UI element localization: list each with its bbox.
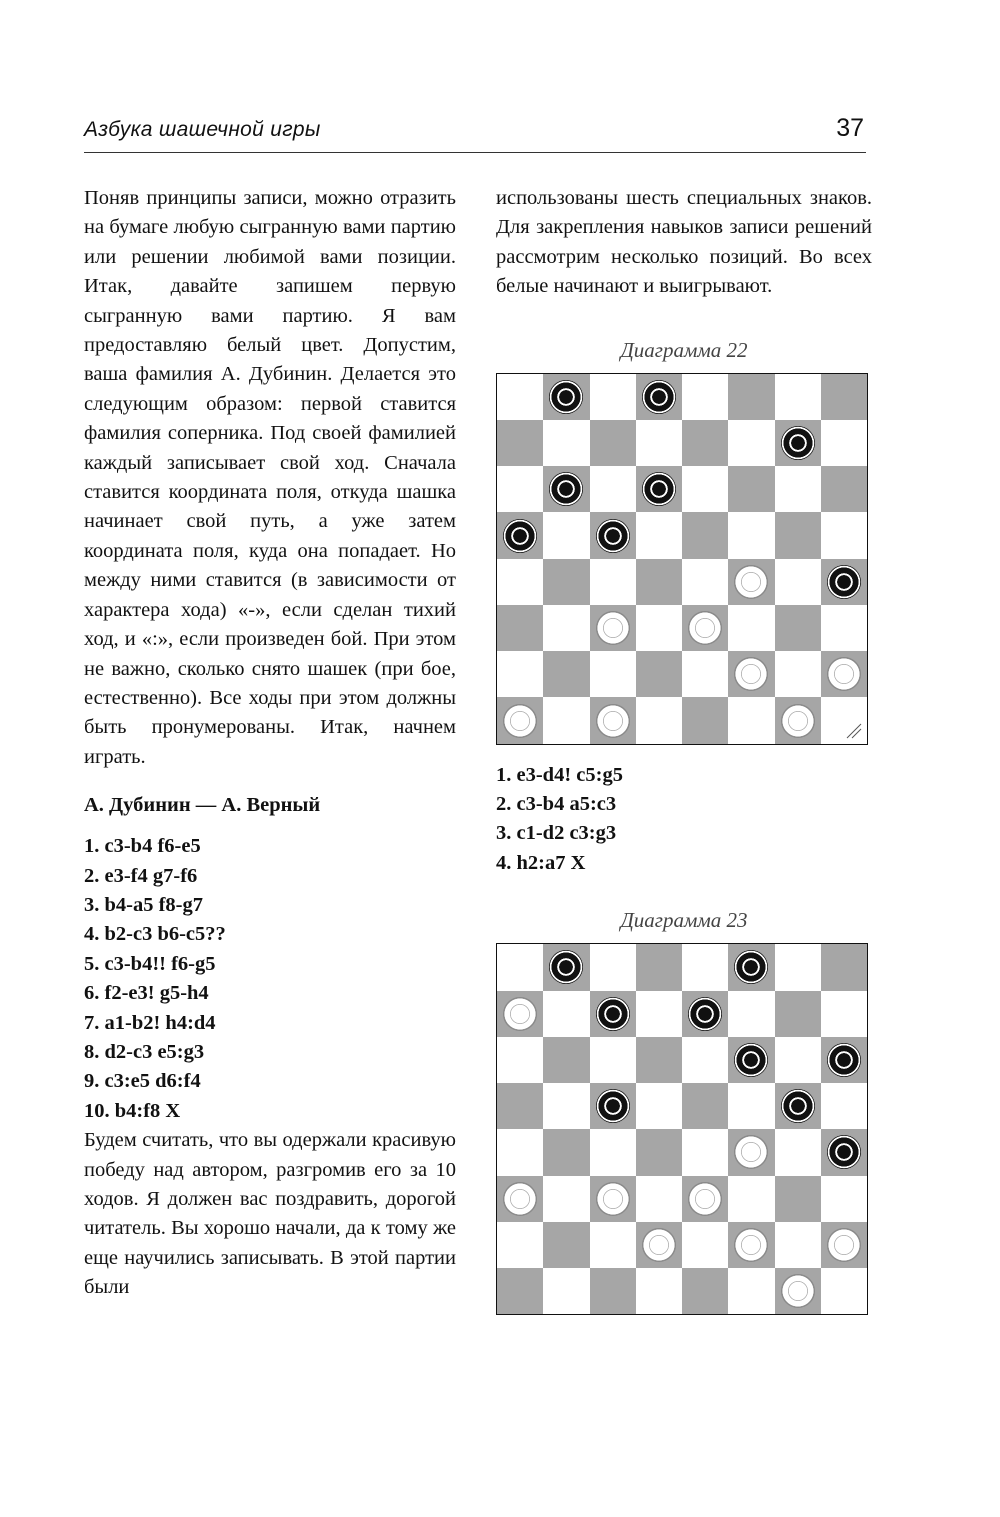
- move-line: 8. d2-c3 e5:g3: [84, 1040, 205, 1063]
- diagram-22-board: [496, 373, 868, 745]
- dark-square: [543, 1037, 589, 1083]
- diagram-22-solution: [496, 761, 872, 879]
- dark-square: [682, 1268, 728, 1314]
- white-checker-e3: [688, 611, 722, 645]
- move-line: 7. a1-b2! h4:d4: [84, 1011, 216, 1034]
- move-line: 2. e3-f4 g7-f6: [84, 864, 198, 887]
- dark-square: [636, 944, 682, 990]
- black-checker-e7: [688, 997, 722, 1031]
- dark-square: [497, 420, 543, 466]
- dark-square: [682, 697, 728, 743]
- dark-square: [497, 1083, 543, 1129]
- diagram-22-title: Диаграмма 22: [620, 337, 748, 362]
- solution-line: 3. c1-d2 c3:g3: [496, 822, 617, 845]
- white-checker-f2: [734, 1228, 768, 1262]
- black-checker-h4: [827, 1135, 861, 1169]
- white-checker-g1: [781, 704, 815, 738]
- dark-square: [775, 605, 821, 651]
- black-checker-g7: [781, 426, 815, 460]
- running-head: [84, 116, 866, 153]
- right-intro-paragraph: использованы шесть специальных знаков. Для закрепления навыков записи решений рассмотрим несколько позиций. Во всех белые начинают и выигрывают.: [496, 187, 872, 298]
- black-checker-f6: [734, 1043, 768, 1077]
- dark-square: [543, 559, 589, 605]
- white-checker-h2: [827, 657, 861, 691]
- white-checker-a1: [503, 704, 537, 738]
- move-line: 5. c3-b4!! f6-g5: [84, 952, 216, 975]
- dark-square: [497, 605, 543, 651]
- move-line: 4. b2-c3 b6-c5??: [84, 923, 226, 946]
- solution-line: 4. h2:a7 X: [496, 851, 586, 874]
- white-checker-a3: [503, 1182, 537, 1216]
- white-checker-c1: [596, 704, 630, 738]
- dark-square: [497, 1268, 543, 1314]
- move-line: 6. f2-e3! g5-h4: [84, 982, 209, 1005]
- dark-square: [636, 559, 682, 605]
- white-checker-a7: [503, 997, 537, 1031]
- diagram-23-board: [496, 943, 868, 1315]
- dark-square: [682, 420, 728, 466]
- white-checker-g1: [781, 1274, 815, 1308]
- dark-square: [775, 1176, 821, 1222]
- dark-square: [821, 374, 867, 420]
- dark-square: [590, 420, 636, 466]
- dark-square: [775, 512, 821, 558]
- black-checker-c5: [596, 1089, 630, 1123]
- black-checker-h6: [827, 1043, 861, 1077]
- white-checker-e3: [688, 1182, 722, 1216]
- dark-square: [728, 466, 774, 512]
- move-line: 3. b4-a5 f8-g7: [84, 893, 204, 916]
- solution-line: 1. e3-d4! c5:g5: [496, 763, 623, 786]
- running-title: Азбука шашечной игры: [84, 118, 321, 141]
- diagram-23-title: Диаграмма 23: [620, 908, 748, 933]
- left-column: [84, 184, 456, 1303]
- black-checker-g5: [781, 1089, 815, 1123]
- dark-square: [728, 374, 774, 420]
- black-checker-c5: [596, 519, 630, 553]
- closing-paragraph: Будем считать, что вы одержали красивую победу над автором, разгромив его за 10 ходов. Я должен вас поздравить, дорогой читатель. Вы хорошо начали, да к тому же еще научились записывать. В этой партии были: [84, 1129, 456, 1299]
- black-checker-a5: [503, 519, 537, 553]
- white-checker-h2: [827, 1228, 861, 1262]
- dark-square: [775, 991, 821, 1037]
- dark-square: [590, 1268, 636, 1314]
- black-checker-d8: [642, 380, 676, 414]
- dark-square: [682, 1083, 728, 1129]
- black-checker-c7: [596, 997, 630, 1031]
- dark-square: [682, 512, 728, 558]
- dark-square: [543, 651, 589, 697]
- white-checker-c3: [596, 1182, 630, 1216]
- dark-square: [636, 1037, 682, 1083]
- dark-square: [543, 1129, 589, 1175]
- solution-line: 2. c3-b4 a5:c3: [496, 793, 617, 816]
- game-moves: [84, 832, 456, 1126]
- dark-square: [543, 1222, 589, 1268]
- page-number: 37: [836, 114, 864, 142]
- dark-square: [636, 651, 682, 697]
- black-checker-b8: [549, 380, 583, 414]
- dark-square: [636, 1129, 682, 1175]
- move-line: 10. b4:f8 X: [84, 1099, 181, 1122]
- game-title: А. Дубинин — А. Верный: [84, 794, 321, 817]
- black-checker-h4: [827, 565, 861, 599]
- white-checker-d2: [642, 1228, 676, 1262]
- right-column: [496, 184, 872, 1315]
- dark-square: [821, 466, 867, 512]
- black-checker-d6: [642, 472, 676, 506]
- move-line: 1. c3-b4 f6-e5: [84, 835, 201, 858]
- white-checker-f4: [734, 565, 768, 599]
- dark-square: [821, 944, 867, 990]
- white-checker-c3: [596, 611, 630, 645]
- move-line: 9. c3:e5 d6:f4: [84, 1070, 201, 1093]
- intro-paragraph: Поняв принципы записи, можно отразить на бумаге любую сыгранную вами партию или решении любимой вами позиции. Итак, давайте запишем первую сыгранную вами партию. Я вам предоставляю белый цвет. Допустим, ваша фамилия А. Дубинин. Делается это следующим образом: первой ставится фамилия соперника. Под своей фамилией каждый записывает свой ход. Сначала ставится координата поля, откуда шашка начинает свой путь, а уже затем координата поля, куда она попадает. Но между ними ставится (в зависимости от характера хода) «-», если сделан тихий ход, и «:», если произведен бой. При этом не важно, сколько снято шашек (при бое, естественно). Все ходы при этом должны быть пронумерованы. Итак, начнем играть.: [84, 187, 456, 768]
- corner-mark-icon: [845, 722, 863, 740]
